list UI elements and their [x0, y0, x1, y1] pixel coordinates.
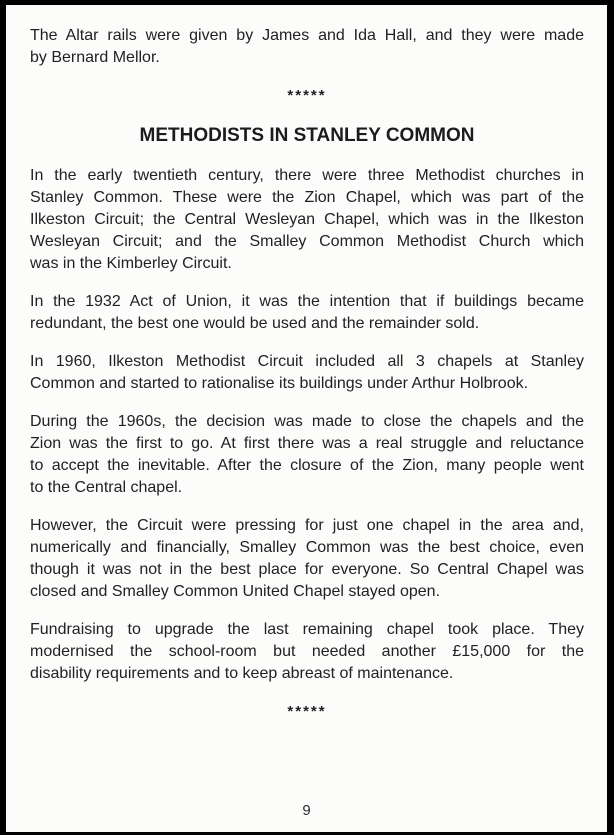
text-line: redundant, the best one would be used and the remainder sold. — [30, 315, 480, 332]
text-line: In 1960, Ilkeston Methodist Circuit included all 3 chapels at Stanley — [30, 353, 584, 370]
document-page — [6, 5, 607, 832]
asterisk-separator: ***** — [287, 87, 327, 104]
paragraph — [30, 411, 584, 499]
text-line: Fundraising to upgrade the last remaining chapel took place. They — [30, 621, 584, 638]
text-line: modernised the school-room but needed another £15,000 for the — [30, 643, 584, 660]
text-line: Zion was the first to go. At first there was a real struggle and reluctance — [30, 435, 584, 452]
paragraph — [30, 165, 584, 275]
paragraph — [30, 515, 584, 603]
page-number: 9 — [302, 802, 311, 819]
paragraph — [30, 291, 584, 335]
text-line: though it was not in the best place for everyone. So Central Chapel was — [30, 561, 584, 578]
text-line: disability requirements and to keep abreast of maintenance. — [30, 665, 454, 682]
paragraph — [30, 619, 584, 685]
text-line: by Bernard Mellor. — [30, 49, 160, 66]
text-line: In the early twentieth century, there were three Methodist churches in — [30, 167, 584, 184]
text-line: Common and started to rationalise its buildings under Arthur Holbrook. — [30, 375, 529, 392]
text-line: Stanley Common. These were the Zion Chapel, which was part of the — [30, 189, 584, 206]
text-line: During the 1960s, the decision was made to close the chapels and the — [30, 413, 584, 430]
text-line: numerically and financially, Smalley Common was the best choice, even — [30, 539, 584, 556]
text-line: The Altar rails were given by James and Ida Hall, and they were made — [30, 27, 584, 44]
section-heading: METHODISTS IN STANLEY COMMON — [139, 125, 475, 146]
text-line: In the 1932 Act of Union, it was the intention that if buildings became — [30, 293, 584, 310]
text-line: Ilkeston Circuit; the Central Wesleyan Chapel, which was in the Ilkeston — [30, 211, 584, 228]
paragraph — [30, 351, 584, 395]
text-line: was in the Kimberley Circuit. — [30, 255, 232, 272]
text-line: to the Central chapel. — [30, 479, 183, 496]
text-line: to accept the inevitable. After the closure of the Zion, many people went — [30, 457, 584, 474]
asterisk-separator: ***** — [287, 703, 327, 720]
text-line: closed and Smalley Common United Chapel stayed open. — [30, 583, 441, 600]
paragraph — [30, 25, 584, 69]
page-content — [30, 25, 584, 739]
text-line: Wesleyan Circuit; and the Smalley Common Methodist Church which — [30, 233, 584, 250]
text-line: However, the Circuit were pressing for just one chapel in the area and, — [30, 517, 584, 534]
